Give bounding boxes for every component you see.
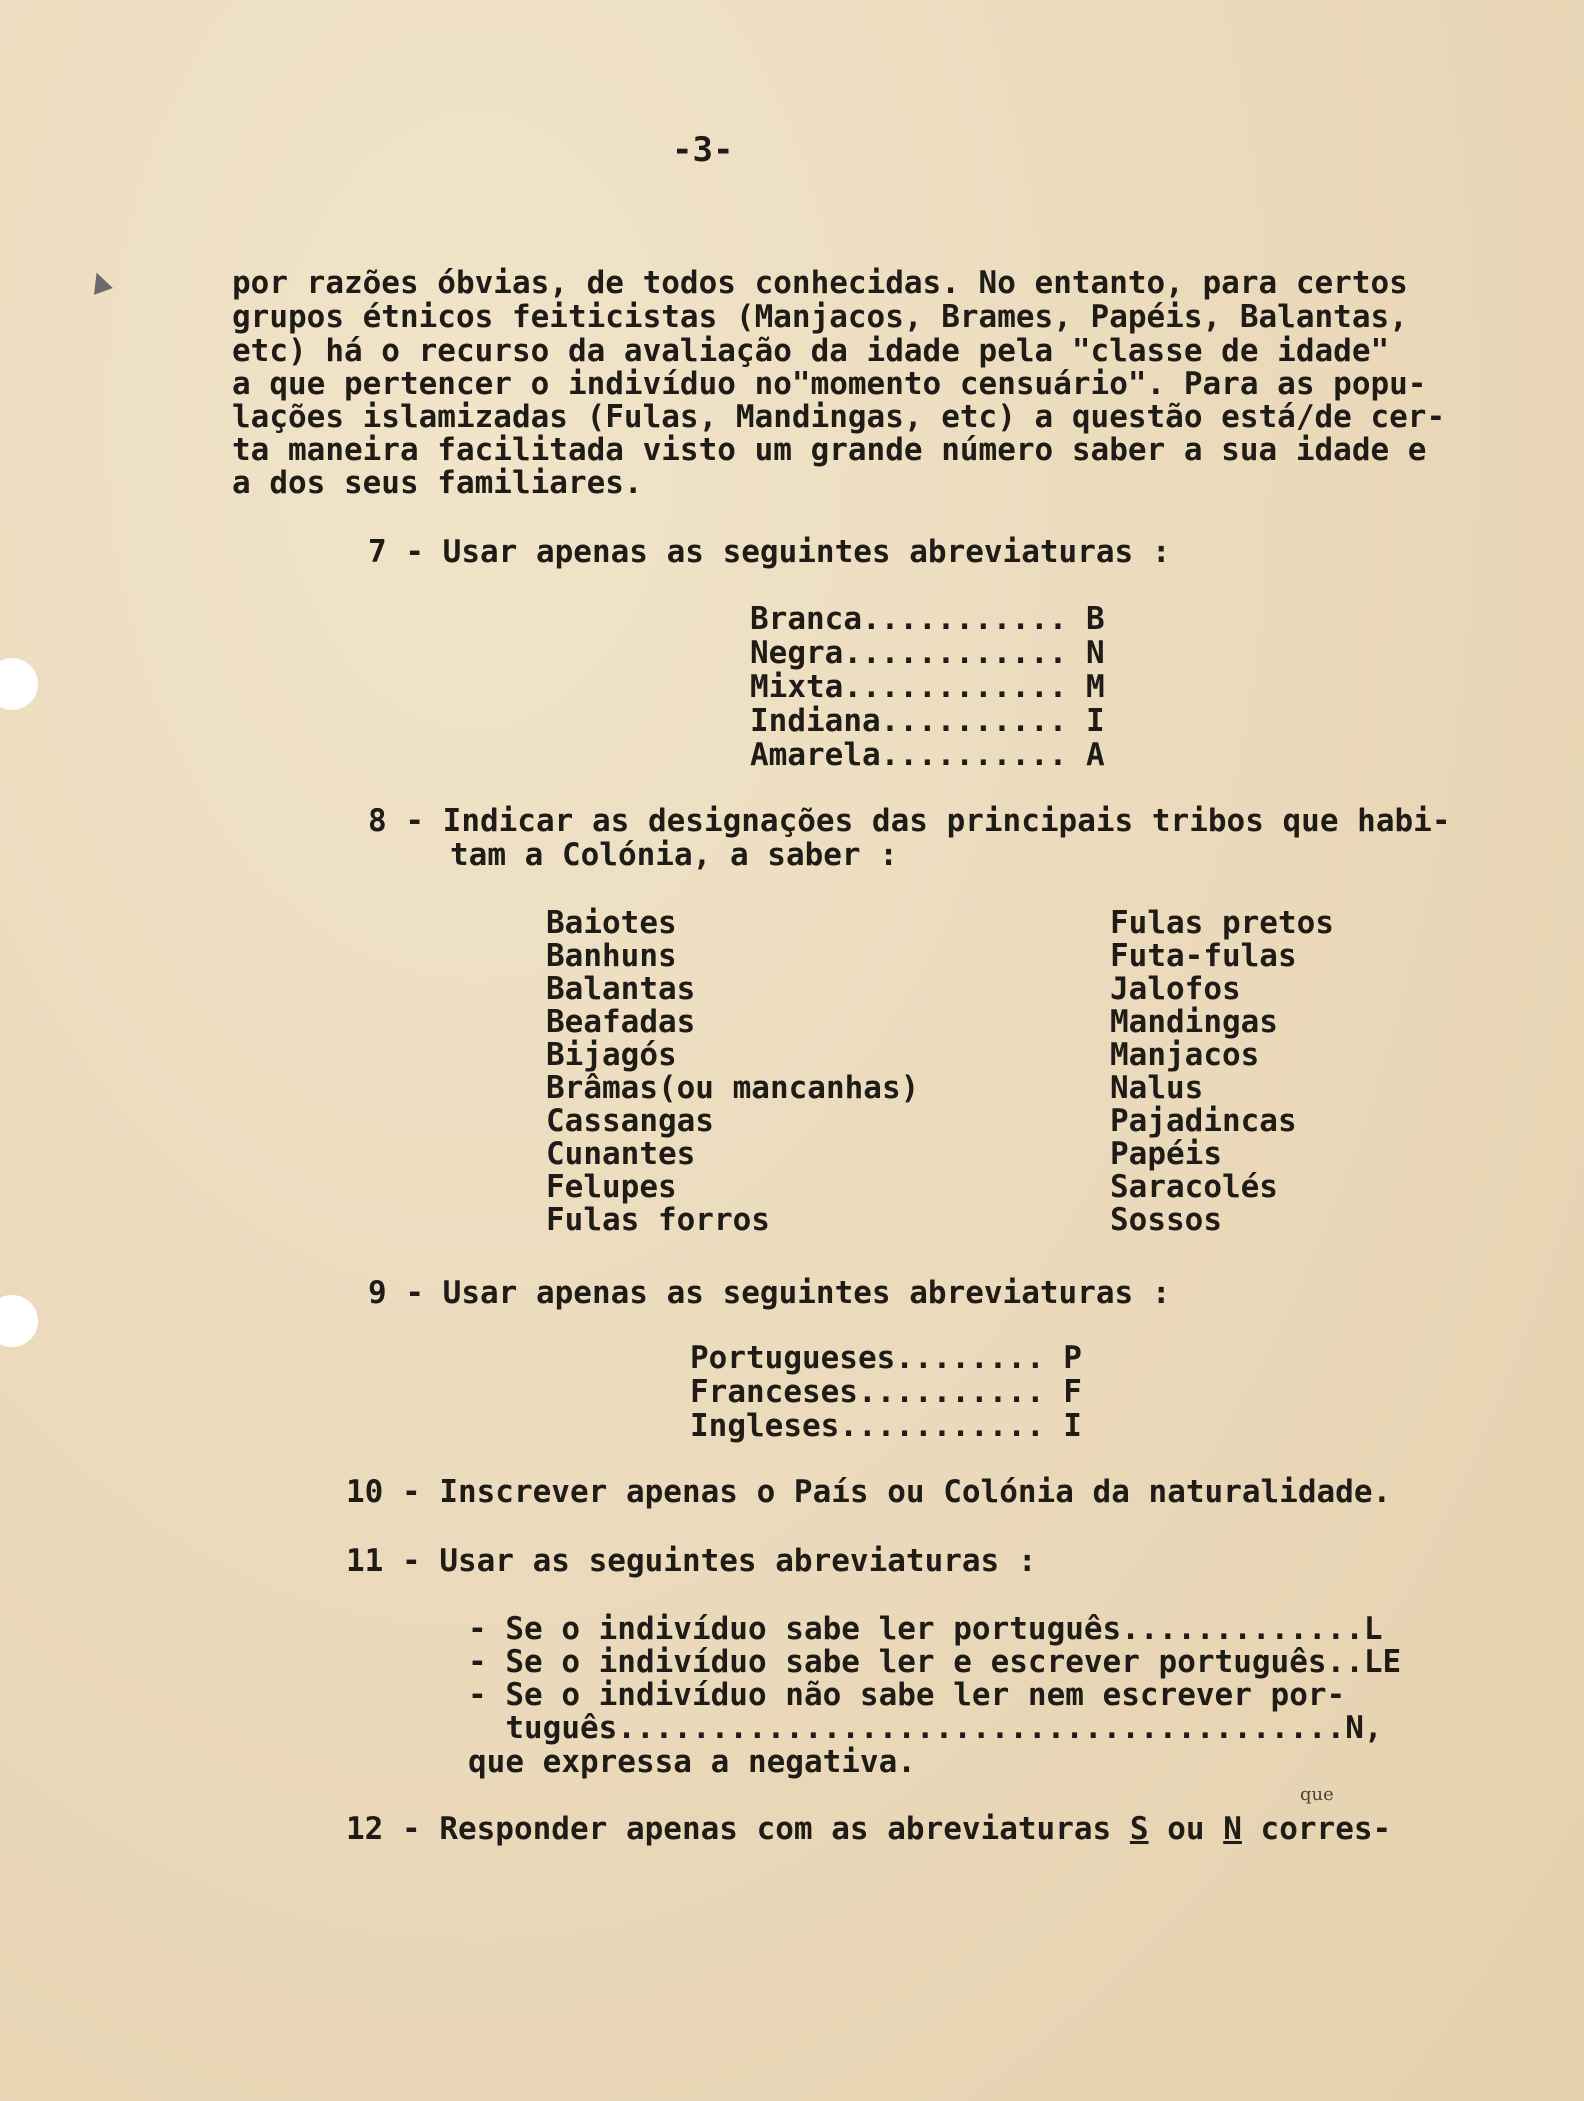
handwritten-annotation: que [1300, 1784, 1334, 1805]
nationality-abbrev-row: Portugueses........ P [690, 1340, 1082, 1376]
tribe-right: Jalofos [1110, 971, 1241, 1007]
nationality-abbrev-row: Franceses.......... F [690, 1374, 1082, 1410]
tribe-left: Cunantes [546, 1136, 696, 1172]
abbrev-row: Indiana.......... I [750, 703, 1105, 739]
tribe-left: Beafadas [546, 1004, 696, 1040]
item-12-prefix: 12 - Responder apenas com as abreviaturas [346, 1811, 1130, 1847]
literacy-line: que expressa a negativa. [468, 1744, 916, 1780]
tribe-right: Papéis [1110, 1136, 1222, 1172]
item-10-text: 10 - Inscrever apenas o País ou Colónia da naturalidade. [346, 1474, 1392, 1510]
item-12-suffix: corres- [1241, 1811, 1392, 1847]
abbrev-s: S [1129, 1811, 1149, 1847]
literacy-line: tuguês.......................................N, [468, 1710, 1383, 1746]
tribe-left: Bijagós [546, 1037, 677, 1073]
punch-hole-top [0, 658, 38, 710]
abbrev-row: Negra............ N [750, 635, 1105, 671]
intro-line: lações islamizadas (Fulas, Mandingas, etc) a questão está/de cer- [232, 399, 1446, 435]
item-8-line: 8 - Indicar as designações das principais tribos que habi- [368, 803, 1451, 839]
nationality-abbrev-row: Ingleses........... I [690, 1408, 1082, 1444]
intro-line: a dos seus familiares. [232, 465, 643, 501]
item-8-line: tam a Colónia, a saber : [450, 837, 898, 873]
abbrev-row: Branca........... B [750, 601, 1105, 637]
intro-line: etc) há o recurso da avaliação da idade pela "classe de idade" [232, 333, 1390, 369]
page-number: -3- [672, 130, 734, 170]
intro-line: ta maneira facilitada visto um grande número saber a sua idade e [232, 432, 1427, 468]
abbrev-row: Amarela.......... A [750, 737, 1105, 773]
item-12-text [346, 1812, 1391, 1846]
tribe-left: Fulas forros [546, 1202, 770, 1238]
tribe-right: Fulas pretos [1110, 905, 1334, 941]
intro-line: a que pertencer o indivíduo no"momento censuário". Para as popu- [232, 366, 1427, 402]
tribe-left: Baiotes [546, 905, 677, 941]
tribe-left: Brâmas(ou mancanhas) [546, 1070, 920, 1106]
literacy-line: - Se o indivíduo não sabe ler nem escrever por- [468, 1677, 1346, 1713]
intro-line: por razões óbvias, de todos conhecidas. No entanto, para certos [232, 265, 1408, 301]
abbrev-n: N [1223, 1811, 1242, 1847]
literacy-line: - Se o indivíduo sabe ler português.............L [468, 1611, 1383, 1647]
item-12-mid: ou [1148, 1811, 1224, 1847]
abbrev-row: Mixta............ M [750, 669, 1105, 705]
item-9-text: 9 - Usar apenas as seguintes abreviaturas : [368, 1275, 1171, 1311]
tribe-left: Cassangas [546, 1103, 714, 1139]
intro-line: grupos étnicos feiticistas (Manjacos, Brames, Papéis, Balantas, [232, 299, 1408, 335]
tribe-left: Balantas [546, 971, 696, 1007]
tribe-right: Nalus [1110, 1070, 1204, 1106]
tribe-right: Futa-fulas [1110, 938, 1297, 974]
tribe-right: Saracolés [1110, 1169, 1278, 1205]
item-11-text: 11 - Usar as seguintes abreviaturas : [346, 1543, 1037, 1579]
literacy-line: - Se o indivíduo sabe ler e escrever português..LE [468, 1644, 1402, 1680]
item-7-text: 7 - Usar apenas as seguintes abreviaturas : [368, 534, 1171, 570]
tribe-left: Felupes [546, 1169, 677, 1205]
tribe-right: Manjacos [1110, 1037, 1260, 1073]
tribe-left: Banhuns [546, 938, 677, 974]
punch-hole-bottom [0, 1295, 38, 1347]
tribe-right: Sossos [1110, 1202, 1222, 1238]
margin-mark [87, 269, 113, 295]
tribe-right: Mandingas [1110, 1004, 1278, 1040]
tribe-right: Pajadincas [1110, 1103, 1297, 1139]
